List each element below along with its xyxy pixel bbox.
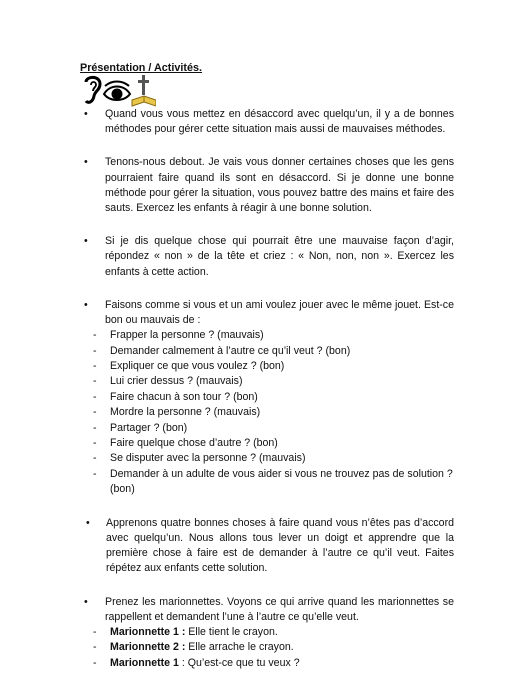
list-item	[80, 374, 454, 389]
dialogue-text: Elle arrache le crayon.	[185, 641, 294, 654]
list-item	[80, 421, 454, 436]
paragraph-text: Faisons comme si vous et un ami voulez jouer avec le même jouet. Est-ce bon ou mauvais de :	[105, 298, 454, 327]
paragraph-6	[80, 595, 454, 625]
paragraph-5	[80, 516, 454, 577]
dash-marker: -	[93, 467, 97, 480]
list-item-text: Demander calmement à l’autre ce qu’il veut ? (bon)	[110, 344, 351, 357]
list-item	[80, 405, 454, 420]
paragraph-text: Prenez les marionnettes. Voyons ce qui arrive quand les marionnettes se rappellent et demandent l’une à l’autre ce qu’elle veut.	[105, 595, 454, 623]
bullet-point: •	[84, 156, 88, 169]
paragraph-3	[80, 234, 454, 280]
paragraph-1	[80, 107, 454, 137]
list-item	[80, 390, 454, 405]
bullet-point: •	[84, 298, 88, 311]
dash-marker: -	[93, 329, 97, 342]
book-cross-icon	[132, 75, 156, 106]
dash-marker: -	[93, 625, 97, 638]
speaker-name: Marionnette 1	[110, 656, 179, 669]
bullet-point: •	[84, 235, 88, 248]
list-item-text: Mordre la personne ? (mauvais)	[110, 406, 261, 419]
paragraph-text: Apprenons quatre bonnes choses à faire quand vous n’êtes pas d’accord avec quelqu’un. Nous allons tous lever un doigt et apprendre que la première chose à faire est de demander à l’autre ce qu’il veut. Faites répétez aux enfants cette solution.	[106, 516, 454, 575]
puppet-dialogue	[80, 625, 454, 671]
list-item-text: Frapper la personne ? (mauvais)	[110, 329, 264, 342]
list-item-text: Faire quelque chose d’autre ? (bon)	[110, 437, 278, 450]
bullet-point: •	[86, 516, 90, 529]
list-item-text: Lui crier dessus ? (mauvais)	[110, 375, 243, 388]
list-item-text: Partager ? (bon)	[110, 421, 188, 434]
activity-icons	[80, 74, 156, 110]
list-item-text: Expliquer ce que vous voulez ? (bon)	[110, 360, 285, 373]
ear-icon	[86, 77, 100, 102]
eye-icon	[104, 82, 130, 101]
paragraph-4	[80, 298, 454, 328]
dash-marker: -	[93, 452, 97, 465]
list-item-text: Se disputer avec la personne ? (mauvais)	[110, 452, 306, 465]
dash-marker: -	[93, 656, 97, 669]
dash-marker: -	[93, 421, 97, 434]
document-body	[80, 107, 454, 671]
list-item	[80, 344, 454, 359]
dialogue-line	[80, 640, 454, 655]
dash-marker: -	[93, 390, 97, 403]
paragraph-text: Si je dis quelque chose qui pourrait être une mauvaise façon d’agir, répondez « non » de la tête et criez : « Non, non, non ». Exercez les enfants à cette action.	[105, 235, 454, 278]
paragraph-text: Quand vous vous mettez en désaccord avec quelqu’un, il y a de bonnes méthodes pour gérer cette situation mais aussi de mauvaises méthodes.	[105, 108, 454, 136]
list-item	[80, 436, 454, 451]
good-bad-list	[80, 328, 454, 497]
list-item	[80, 328, 454, 343]
list-item	[80, 359, 454, 374]
dialogue-text: : Qu’est-ce que tu veux ?	[178, 656, 300, 669]
dash-marker: -	[93, 437, 97, 450]
dialogue-line	[80, 625, 454, 640]
dash-marker: -	[93, 375, 97, 388]
speaker-name: Marionnette 2 :	[110, 641, 186, 654]
dash-marker: -	[93, 360, 97, 373]
list-item	[80, 467, 454, 498]
list-item-text: Demander à un adulte de vous aider si vous ne trouvez pas de solution ? (bon)	[110, 467, 453, 496]
dash-marker: -	[93, 641, 97, 654]
list-item-text: Faire chacun à son tour ? (bon)	[110, 390, 258, 403]
paragraph-text: Tenons-nous debout. Je vais vous donner certaines choses que les gens pourraient faire quand ils sont en désaccord. Si je donne une bonne méthode pour gérer la situation, vous pouvez battre des mains et faire des sauts. Exercez les enfants à réagir à une bonne solution.	[105, 156, 454, 215]
page-title: Présentation / Activités.	[80, 62, 203, 74]
list-item	[80, 451, 454, 466]
dash-marker: -	[93, 344, 97, 357]
bullet-point: •	[84, 595, 88, 608]
dialogue-text: Elle tient le crayon.	[185, 625, 278, 638]
paragraph-2	[80, 155, 454, 216]
bullet-point: •	[84, 108, 88, 120]
dash-marker: -	[93, 406, 97, 419]
dialogue-line	[80, 656, 454, 671]
speaker-name: Marionnette 1 :	[110, 625, 186, 638]
